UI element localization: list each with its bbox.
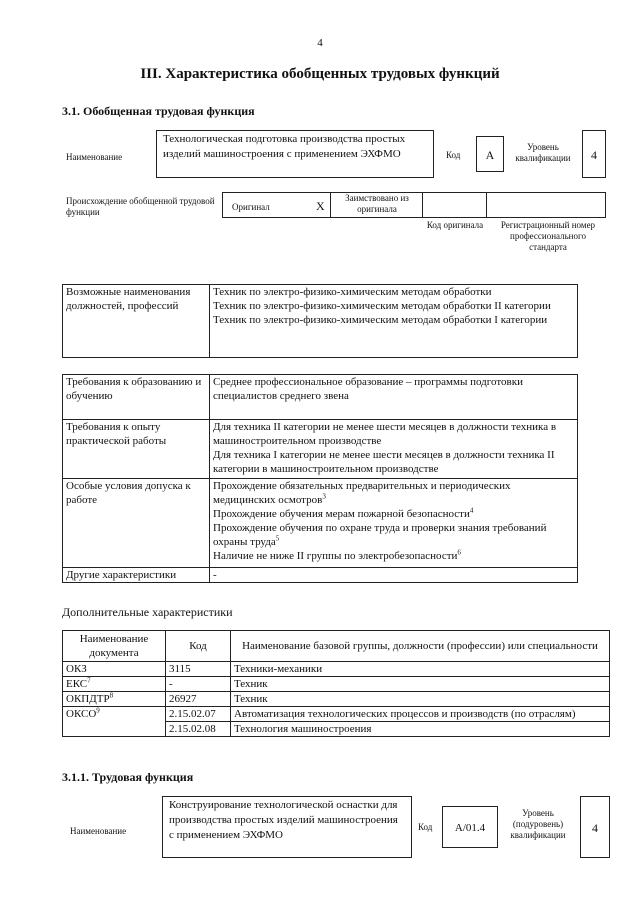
gtf-code-label: Код <box>446 150 461 160</box>
page-number: 4 <box>317 37 323 49</box>
positions-label: Возможные наименования должностей, профессий <box>63 285 210 358</box>
origin-divider-3 <box>486 192 487 218</box>
education-label: Требования к образованию и обучению <box>63 375 210 420</box>
conditions-values <box>210 479 578 568</box>
footnote-ref: 8 <box>109 691 114 700</box>
doc-group: Автоматизация технологических процессов и производств (по отраслям) <box>231 707 610 722</box>
doc-name: ОКПДТР <box>66 693 110 705</box>
footnote-ref: 3 <box>322 492 326 501</box>
conditions-label: Особые условия допуска к работе <box>63 479 210 568</box>
gtf-level-value: 4 <box>582 130 606 178</box>
doc-code: 2.15.02.07 <box>166 707 231 722</box>
header-code: Код <box>166 631 231 662</box>
additional-table <box>62 630 610 737</box>
experience-line: Для техника I категории не менее шести месяцев в должности техника II категории в машиностроительном производстве <box>213 449 555 475</box>
tf-code-value: A/01.4 <box>442 806 498 848</box>
experience-line: Для техника II категории не менее шести месяцев в должности техника в машиностроительном производстве <box>213 421 557 447</box>
additional-title: Дополнительные характеристики <box>62 605 233 619</box>
footnote-ref: 7 <box>87 676 91 685</box>
tf-level-label: Уровень (подуровень) квалификации <box>510 808 566 840</box>
doc-name: ЕКС <box>66 678 88 690</box>
gtf-name-value: Технологическая подготовка производства простых изделий машиностроения с применением ЭХФМО <box>156 130 434 178</box>
footnote-ref: 9 <box>96 706 100 715</box>
table-row <box>63 677 610 692</box>
positions-table <box>62 284 578 358</box>
tf-name-label: Наименование <box>70 826 127 836</box>
origin-divider-2 <box>422 192 423 218</box>
positions-values <box>210 285 578 358</box>
doc-group: Техник <box>231 677 610 692</box>
origin-reg-caption: Регистрационный номер профессионального стандарта <box>500 220 596 252</box>
position-line: Техник по электро-физико-химическим методам обработки <box>213 286 492 298</box>
table-row <box>63 707 610 722</box>
gtf-level-label: Уровень квалификации <box>515 142 571 163</box>
doc-code: 2.15.02.08 <box>166 722 231 737</box>
doc-group: Технология машиностроения <box>231 722 610 737</box>
subsection-title: 3.1. Обобщенная трудовая функция <box>62 104 255 118</box>
footnote-ref: 5 <box>275 534 280 543</box>
table-row <box>63 662 610 677</box>
position-line: Техник по электро-физико-химическим методам обработки I категории <box>213 314 548 326</box>
tf-code-label: Код <box>418 822 433 832</box>
condition-line: Прохождение обязательных предварительных и периодических медицинских осмотров$^3$ <box>213 480 511 506</box>
position-line: Техник по электро-физико-химическим методам обработки II категории <box>213 300 551 312</box>
doc-code: - <box>166 677 231 692</box>
tf-name-value: Конструирование технологической оснастки для производства простых изделий машиностроения с применением ЭХФМО <box>162 796 412 858</box>
header-group-name: Наименование базовой группы, должности (профессии) или специальности <box>231 631 610 662</box>
condition-line: Прохождение обучения мерам пожарной безопасности$^4$ <box>213 506 474 520</box>
header-document: Наименование документа <box>63 631 166 662</box>
origin-original-mark: X <box>316 199 325 213</box>
condition-line: Прохождение обучения по охране труда и проверки знания требований охраны труда$^5$ <box>213 522 547 548</box>
tf-title: 3.1.1. Трудовая функция <box>62 770 194 784</box>
gtf-code-value: A <box>476 136 504 172</box>
doc-name: ОКСО <box>66 708 97 720</box>
section-title: III. Характеристика обобщенных трудовых функций <box>140 66 500 82</box>
origin-label: Происхождение обобщенной трудовой функции <box>66 196 215 217</box>
experience-label: Требования к опыту практической работы <box>63 420 210 479</box>
requirements-table <box>62 374 578 583</box>
doc-code: 3115 <box>166 662 231 677</box>
doc-name: ОКЗ <box>66 663 87 675</box>
footnote-ref: 6 <box>457 548 461 557</box>
doc-group: Техники-механики <box>231 662 610 677</box>
origin-original-label: Оригинал <box>232 202 270 212</box>
table-row <box>63 692 610 707</box>
origin-borrowed-label: Заимствовано из оригинала <box>345 193 409 214</box>
origin-divider-1 <box>330 192 331 218</box>
experience-values <box>210 420 578 479</box>
footnote-ref: 4 <box>469 506 474 515</box>
origin-code-caption: Код оригинала <box>426 220 484 230</box>
gtf-name-label: Наименование <box>66 152 123 162</box>
other-label: Другие характеристики <box>63 568 210 583</box>
condition-line: Наличие не ниже II группы по электробезопасности$^6$ <box>213 548 461 562</box>
doc-group: Техник <box>231 692 610 707</box>
tf-level-value: 4 <box>580 796 610 858</box>
education-value: Среднее профессиональное образование – программы подготовки специалистов среднего звена <box>210 375 578 420</box>
other-value: - <box>210 568 578 583</box>
doc-code: 26927 <box>166 692 231 707</box>
